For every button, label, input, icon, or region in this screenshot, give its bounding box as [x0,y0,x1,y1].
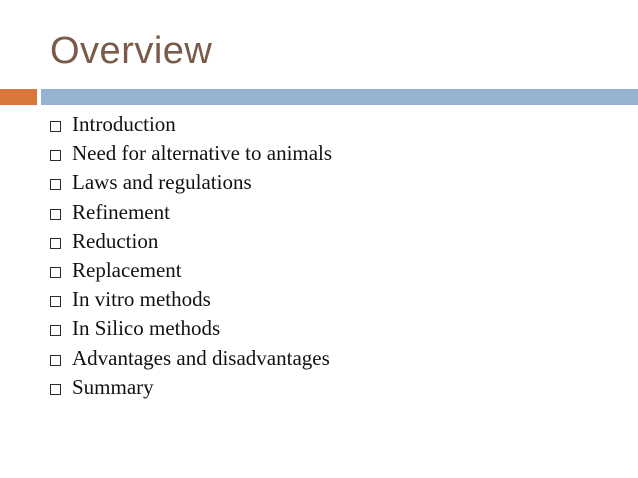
bullet-text: Refinement [72,199,170,224]
title-accent-bar-orange [0,89,37,105]
square-bullet-icon [50,238,61,249]
bullet-text: In Silico methods [72,316,221,341]
bullet-text: Laws and regulations [72,170,252,195]
square-bullet-icon [50,267,61,278]
square-bullet-icon [50,296,61,307]
bullet-list [50,110,332,402]
square-bullet-icon [50,150,61,161]
square-bullet-icon [50,121,61,132]
bullet-text: Advantages and disadvantages [72,345,330,370]
bullet-item [50,256,332,285]
square-bullet-icon [50,325,61,336]
bullet-item [50,285,332,314]
square-bullet-icon [50,384,61,395]
bullet-text: Replacement [72,258,182,283]
bullet-item [50,373,332,402]
square-bullet-icon [50,355,61,366]
bullet-item [50,139,332,168]
square-bullet-icon [50,179,61,190]
bullet-item [50,314,332,343]
square-bullet-icon [50,209,61,220]
bullet-item [50,168,332,197]
bullet-item [50,110,332,139]
bullet-text: In vitro methods [72,287,211,312]
bullet-item [50,227,332,256]
slide-title: Overview [50,30,213,72]
bullet-text: Introduction [72,112,176,137]
title-accent-bar-blue [41,89,638,105]
bullet-text: Need for alternative to animals [72,141,333,166]
bullet-text: Reduction [72,228,159,253]
bullet-item [50,344,332,373]
bullet-item [50,198,332,227]
bullet-text: Summary [72,374,154,399]
